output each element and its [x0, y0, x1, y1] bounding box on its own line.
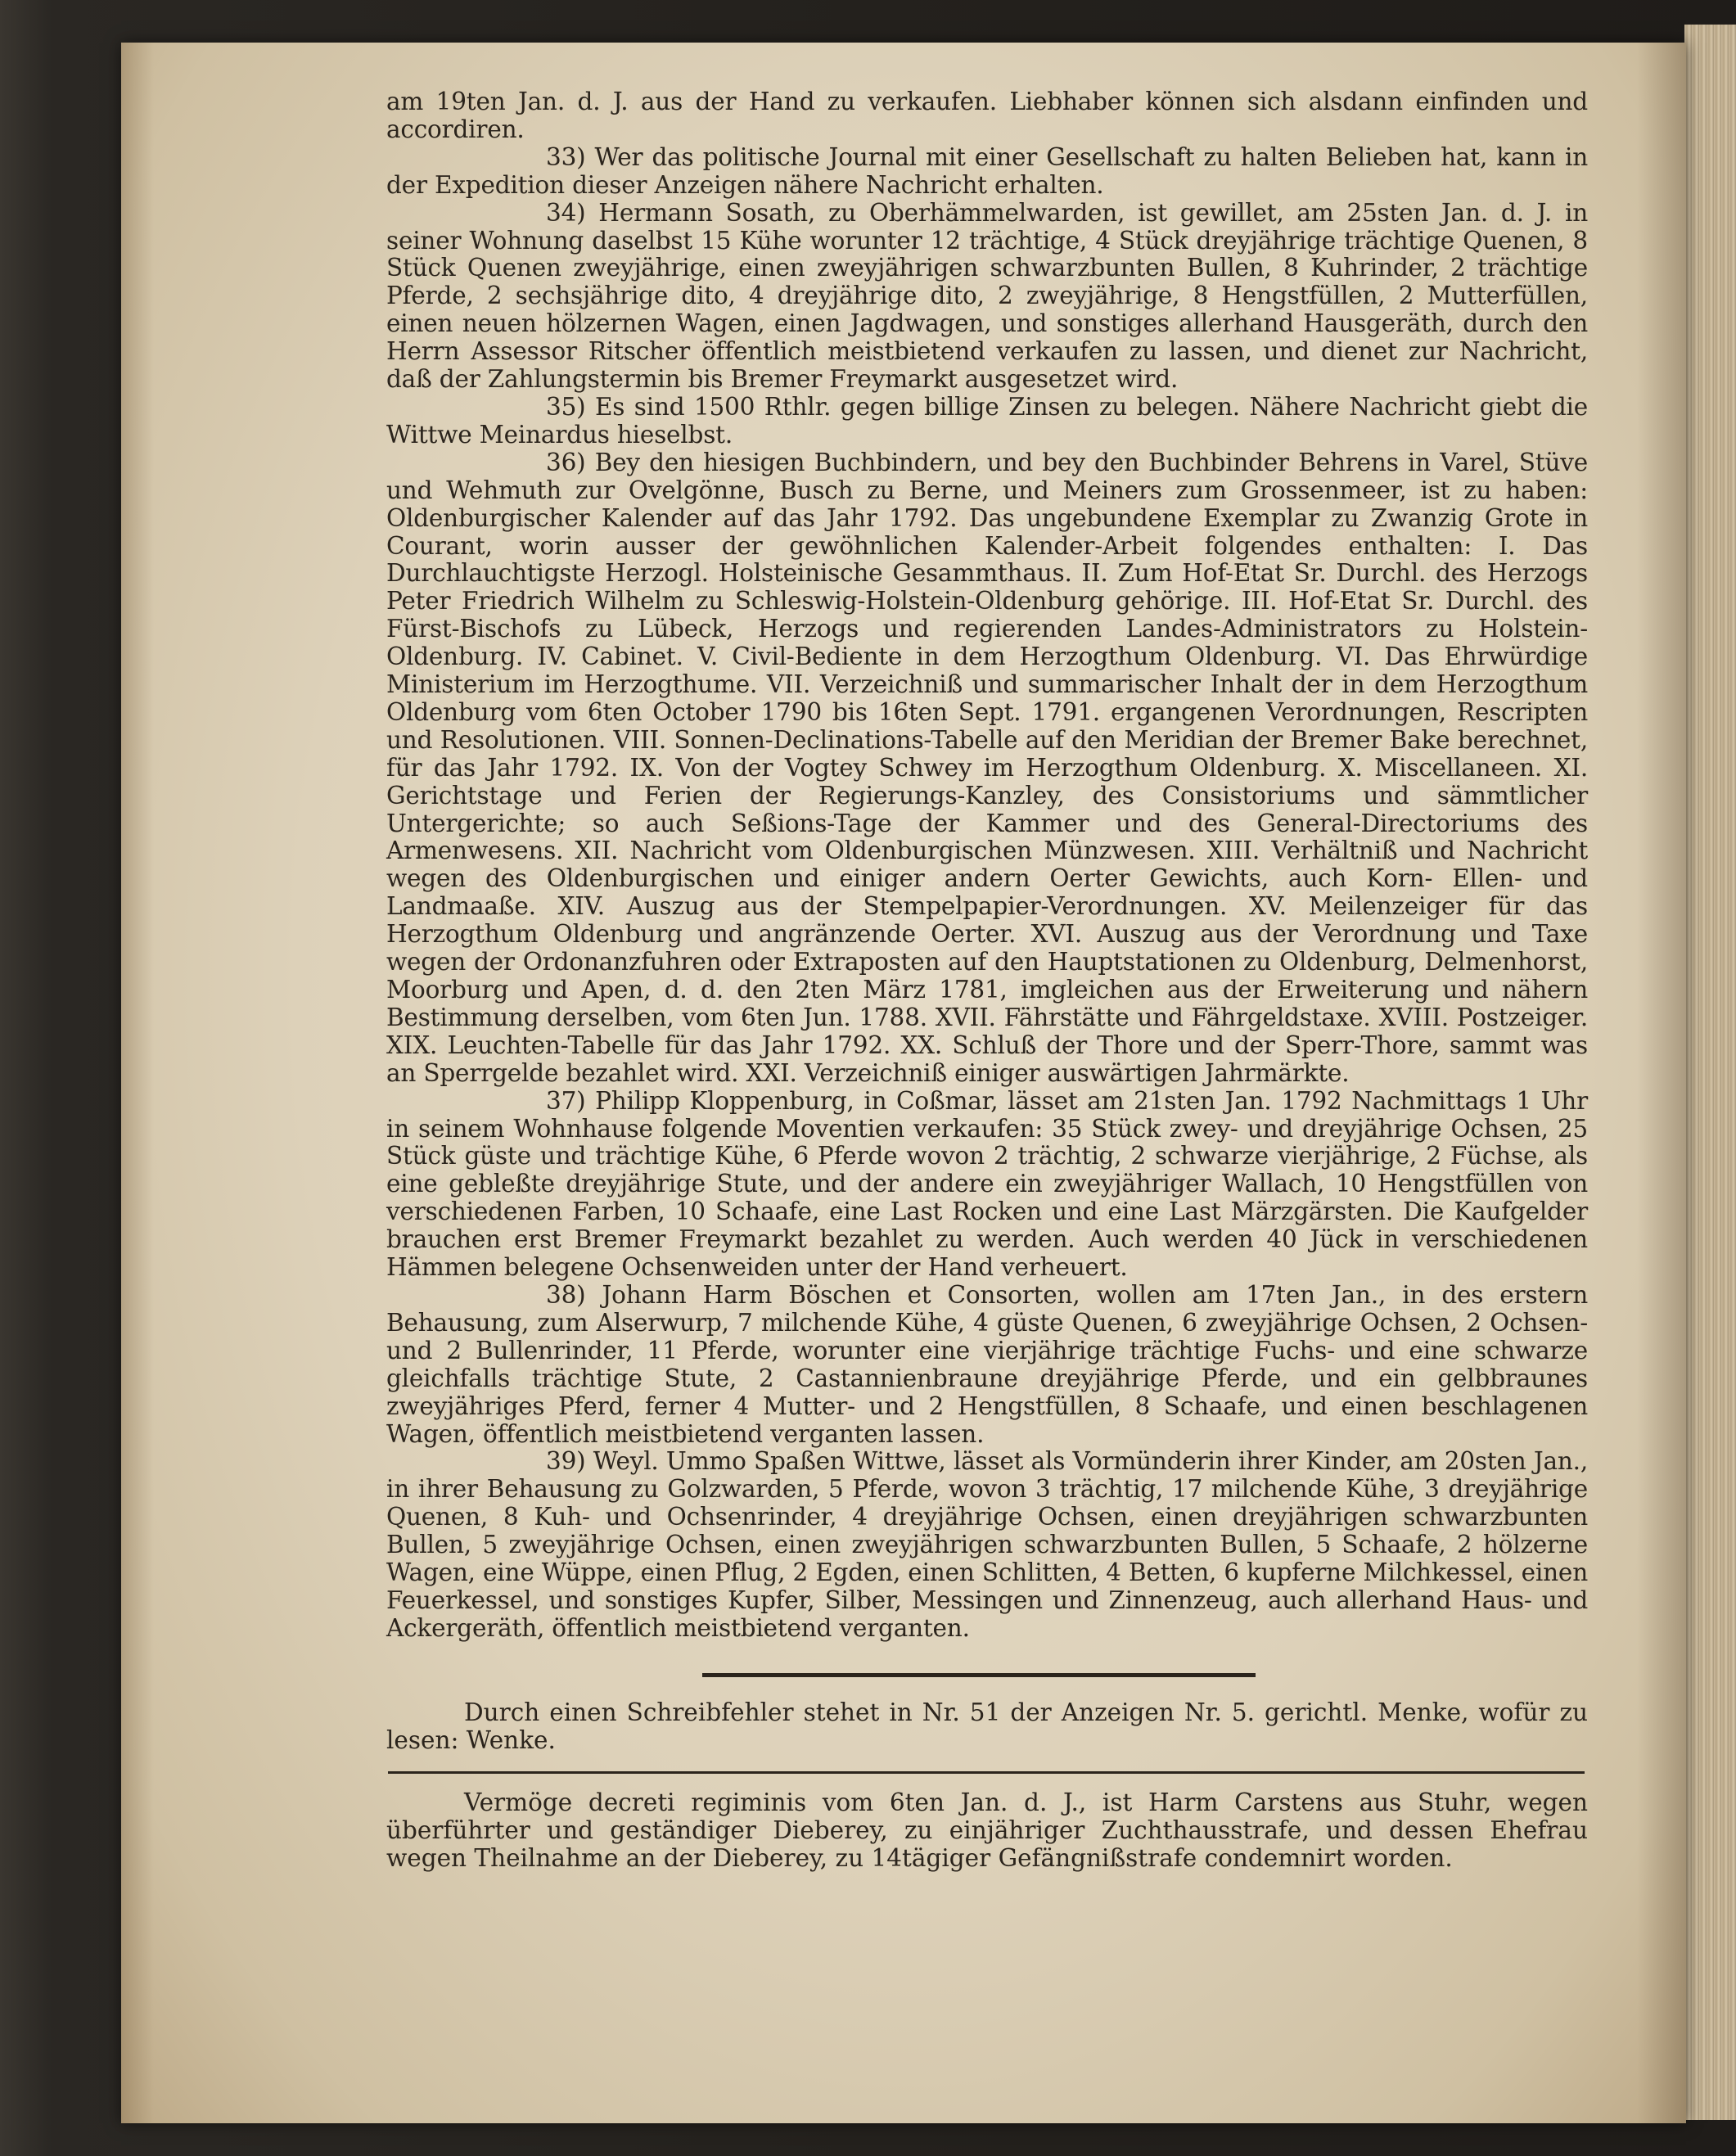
- paragraph-38: 38) Johann Harm Böschen et Consorten, wollen am 17ten Jan., in des erstern Behausung, zum Alserwurp, 7 milchende Kühe, 4 güste Quenen, 6 zweyjährige Ochsen, 2 Ochsen- und 2 Bullenrinder, 11 Pferde, worunter eine vierjährige trächtige Fuchs- und eine schwarze gleichfalls trächtige Stute, 2 Castannienbraune dreyjährige Pferde, und ein gelbbraunes zweyjähriges Pferd, ferner 4 Mutter- und 2 Hengstfüllen, 8 Schaafe, und einen beschlagenen Wagen, öffentlich meistbietend verganten lassen.: [386, 1280, 1588, 1448]
- page-right-shadow: [1637, 43, 1686, 2123]
- page-stack-edge: [1684, 25, 1736, 2120]
- paragraph-39: 39) Weyl. Ummo Spaßen Wittwe, lässet als Vormünderin ihrer Kinder, am 20sten Jan., in ihrer Behausung zu Golzwarden, 5 Pferde, wovon 3 trächtig, 17 milchende Kühe, 3 dreyjährige Quenen, 8 Kuh- und Ochsenrinder, 4 dreyjährige Ochsen, einen dreyjährigen schwarzbunten Bullen, 5 zweyjährige Ochsen, einen zweyjährigen schwarzbunten Bullen, 5 Schaafe, 2 hölzerne Wagen, eine Wüppe, einen Pflug, 2 Egden, einen Schlitten, 4 Betten, 6 kupferne Milchkessel, einen Feuerkessel, und sonstiges Kupfer, Silber, Messingen und Zinnenzeug, auch allerhand Haus- und Ackergeräth, öffentlich meistbietend verganten.: [386, 1447, 1588, 1642]
- decree-text: Vermöge decreti regiminis vom 6ten Jan. d. J., ist Harm Carstens aus Stuhr, wegen überführter und geständiger Dieberey, zu einjähriger Zuchthausstrafe, und dessen Ehefrau wegen Theilnahme an der Dieberey, zu 14tägiger Gefängnißstrafe condemnirt worden.: [386, 1788, 1588, 1872]
- paragraph-34: 34) Hermann Sosath, zu Oberhämmelwarden, ist gewillet, am 25sten Jan. d. J. in seiner Wohnung daselbst 15 Kühe worunter 12 trächtige, 4 Stück dreyjährige trächtige Quenen, 8 Stück Quenen zweyjährige, einen zweyjährigen schwarzbunten Bullen, 8 Kuhrinder, 2 trächtige Pferde, 2 sechsjährige dito, 4 dreyjährige dito, 2 zweyjährige, 8 Hengstfüllen, 2 Mutterfüllen, einen neuen hölzernen Wagen, einen Jagdwagen, und sonstiges allerhand Hausgeräth, durch den Herrn Assessor Ritscher öffentlich meistbietend verkaufen zu lassen, und dienet zur Nachricht, daß der Zahlungstermin bis Bremer Freymarkt ausgesetzet wird.: [386, 198, 1588, 394]
- erratum-text: Durch einen Schreibfehler stehet in Nr. 51 der Anzeigen Nr. 5. gerichtl. Menke, wofür zu lesen: Wenke.: [386, 1698, 1588, 1754]
- paragraph-continuation: am 19ten Jan. d. J. aus der Hand zu verkaufen. Liebhaber können sich alsdann einfinden und accordiren.: [386, 88, 1588, 143]
- paragraph-33: 33) Wer das politische Journal mit einer Gesellschaft zu halten Belieben hat, kann in der Expedition dieser Anzeigen nähere Nachricht erhalten.: [386, 142, 1588, 199]
- paragraph-37: 37) Philipp Kloppenburg, in Coßmar, lässet am 21sten Jan. 1792 Nachmittags 1 Uhr in seinem Wohnhause folgende Moventien verkaufen: 35 Stück zwey- und dreyjährige Ochsen, 25 Stück güste und trächtige Kühe, 6 Pferde wovon 2 trächtig, 2 schwarze vierjährige, 2 Füchse, als eine gebleßte dreyjährige Stute, und der andere ein zweyjähriger Wallach, 10 Hengstfüllen von verschiedenen Farben, 10 Schaafe, eine Last Rocken und eine Last Märzgärsten. Die Kaufgelder brauchen erst Bremer Freymarkt bezahlet zu werden. Auch werden 40 Jück in verschiedenen Hämmen belegene Ochsenweiden unter der Hand verheuert.: [386, 1086, 1588, 1282]
- announcements-body: [386, 88, 1588, 1643]
- erratum-notice: [386, 1699, 1588, 1755]
- section-divider-short: [702, 1673, 1256, 1677]
- paragraph-36: 36) Bey den hiesigen Buchbindern, und bey den Buchbinder Behrens in Varel, Stüve und Wehmuth zur Ovelgönne, Busch zu Berne, und Meiners zum Grossenmeer, ist zu haben: Oldenburgischer Kalender auf das Jahr 1792. Das ungebundene Exemplar zu Zwanzig Grote in Courant, worin ausser der gewöhnlichen Kalender-Arbeit folgendes enthalten: I. Das Durchlauchtigste Herzogl. Holsteinische Gesammthaus. II. Zum Hof-Etat Sr. Durchl. des Herzogs Peter Friedrich Wilhelm zu Schleswig-Holstein-Oldenburg gehörige. III. Hof-Etat Sr. Durchl. des Fürst-Bischofs zu Lübeck, Herzogs und regierenden Landes-Administrators zu Holstein-Oldenburg. IV. Cabinet. V. Civil-Bediente in dem Herzogthum Oldenburg. VI. Das Ehrwürdige Ministerium im Herzogthume. VII. Verzeichniß und summarischer Inhalt der in dem Herzogthum Oldenburg vom 6ten October 1790 bis 16ten Sept. 1791. ergangenen Verordnungen, Rescripten und Resolutionen. VIII. Sonnen-Declinations-Tabelle auf den Meridian der Bremer Bake berechnet, für das Jahr 1792. IX. Von der Vogtey Schwey im Herzogthum Oldenburg. X. Miscellaneen. XI. Gerichtstage und Ferien der Regierungs-Kanzley, des Consistoriums und sämmtlicher Untergerichte; so auch Seßions-Tage der Kammer und des General-Directoriums des Armenwesens. XII. Nachricht vom Oldenburgischen Münzwesen. XIII. Verhältniß und Nachricht wegen des Oldenburgischen und einiger andern Oerter Gewichts, auch Korn- Ellen- und Landmaaße. XIV. Auszug aus der Stempelpapier-Verordnungen. XV. Meilenzeiger für das Herzogthum Oldenburg und angränzende Oerter. XVI. Auszug aus der Verordnung und Taxe wegen der Ordonanzfuhren oder Extraposten auf den Hauptstationen zu Oldenburg, Delmenhorst, Moorburg und Apen, d. d. den 2ten März 1781, imgleichen aus der Erweiterung und nähern Bestimmung derselben, vom 6ten Jun. 1788. XVII. Fährstätte und Fährgeldstaxe. XVIII. Postzeiger. XIX. Leuchten-Tabelle für das Jahr 1792. XX. Schluß der Thore und der Sperr-Thore, sammt was an Sperrgelde bezahlet wird. XXI. Verzeichniß einiger auswärtigen Jahrmärkte.: [386, 448, 1588, 1087]
- decree-notice: [386, 1789, 1588, 1873]
- section-divider-long: [388, 1771, 1585, 1774]
- paragraph-35: 35) Es sind 1500 Rthlr. gegen billige Zinsen zu belegen. Nähere Nachricht giebt die Wittwe Meinardus hieselbst.: [386, 392, 1588, 449]
- page-gutter-shadow: [121, 43, 154, 2123]
